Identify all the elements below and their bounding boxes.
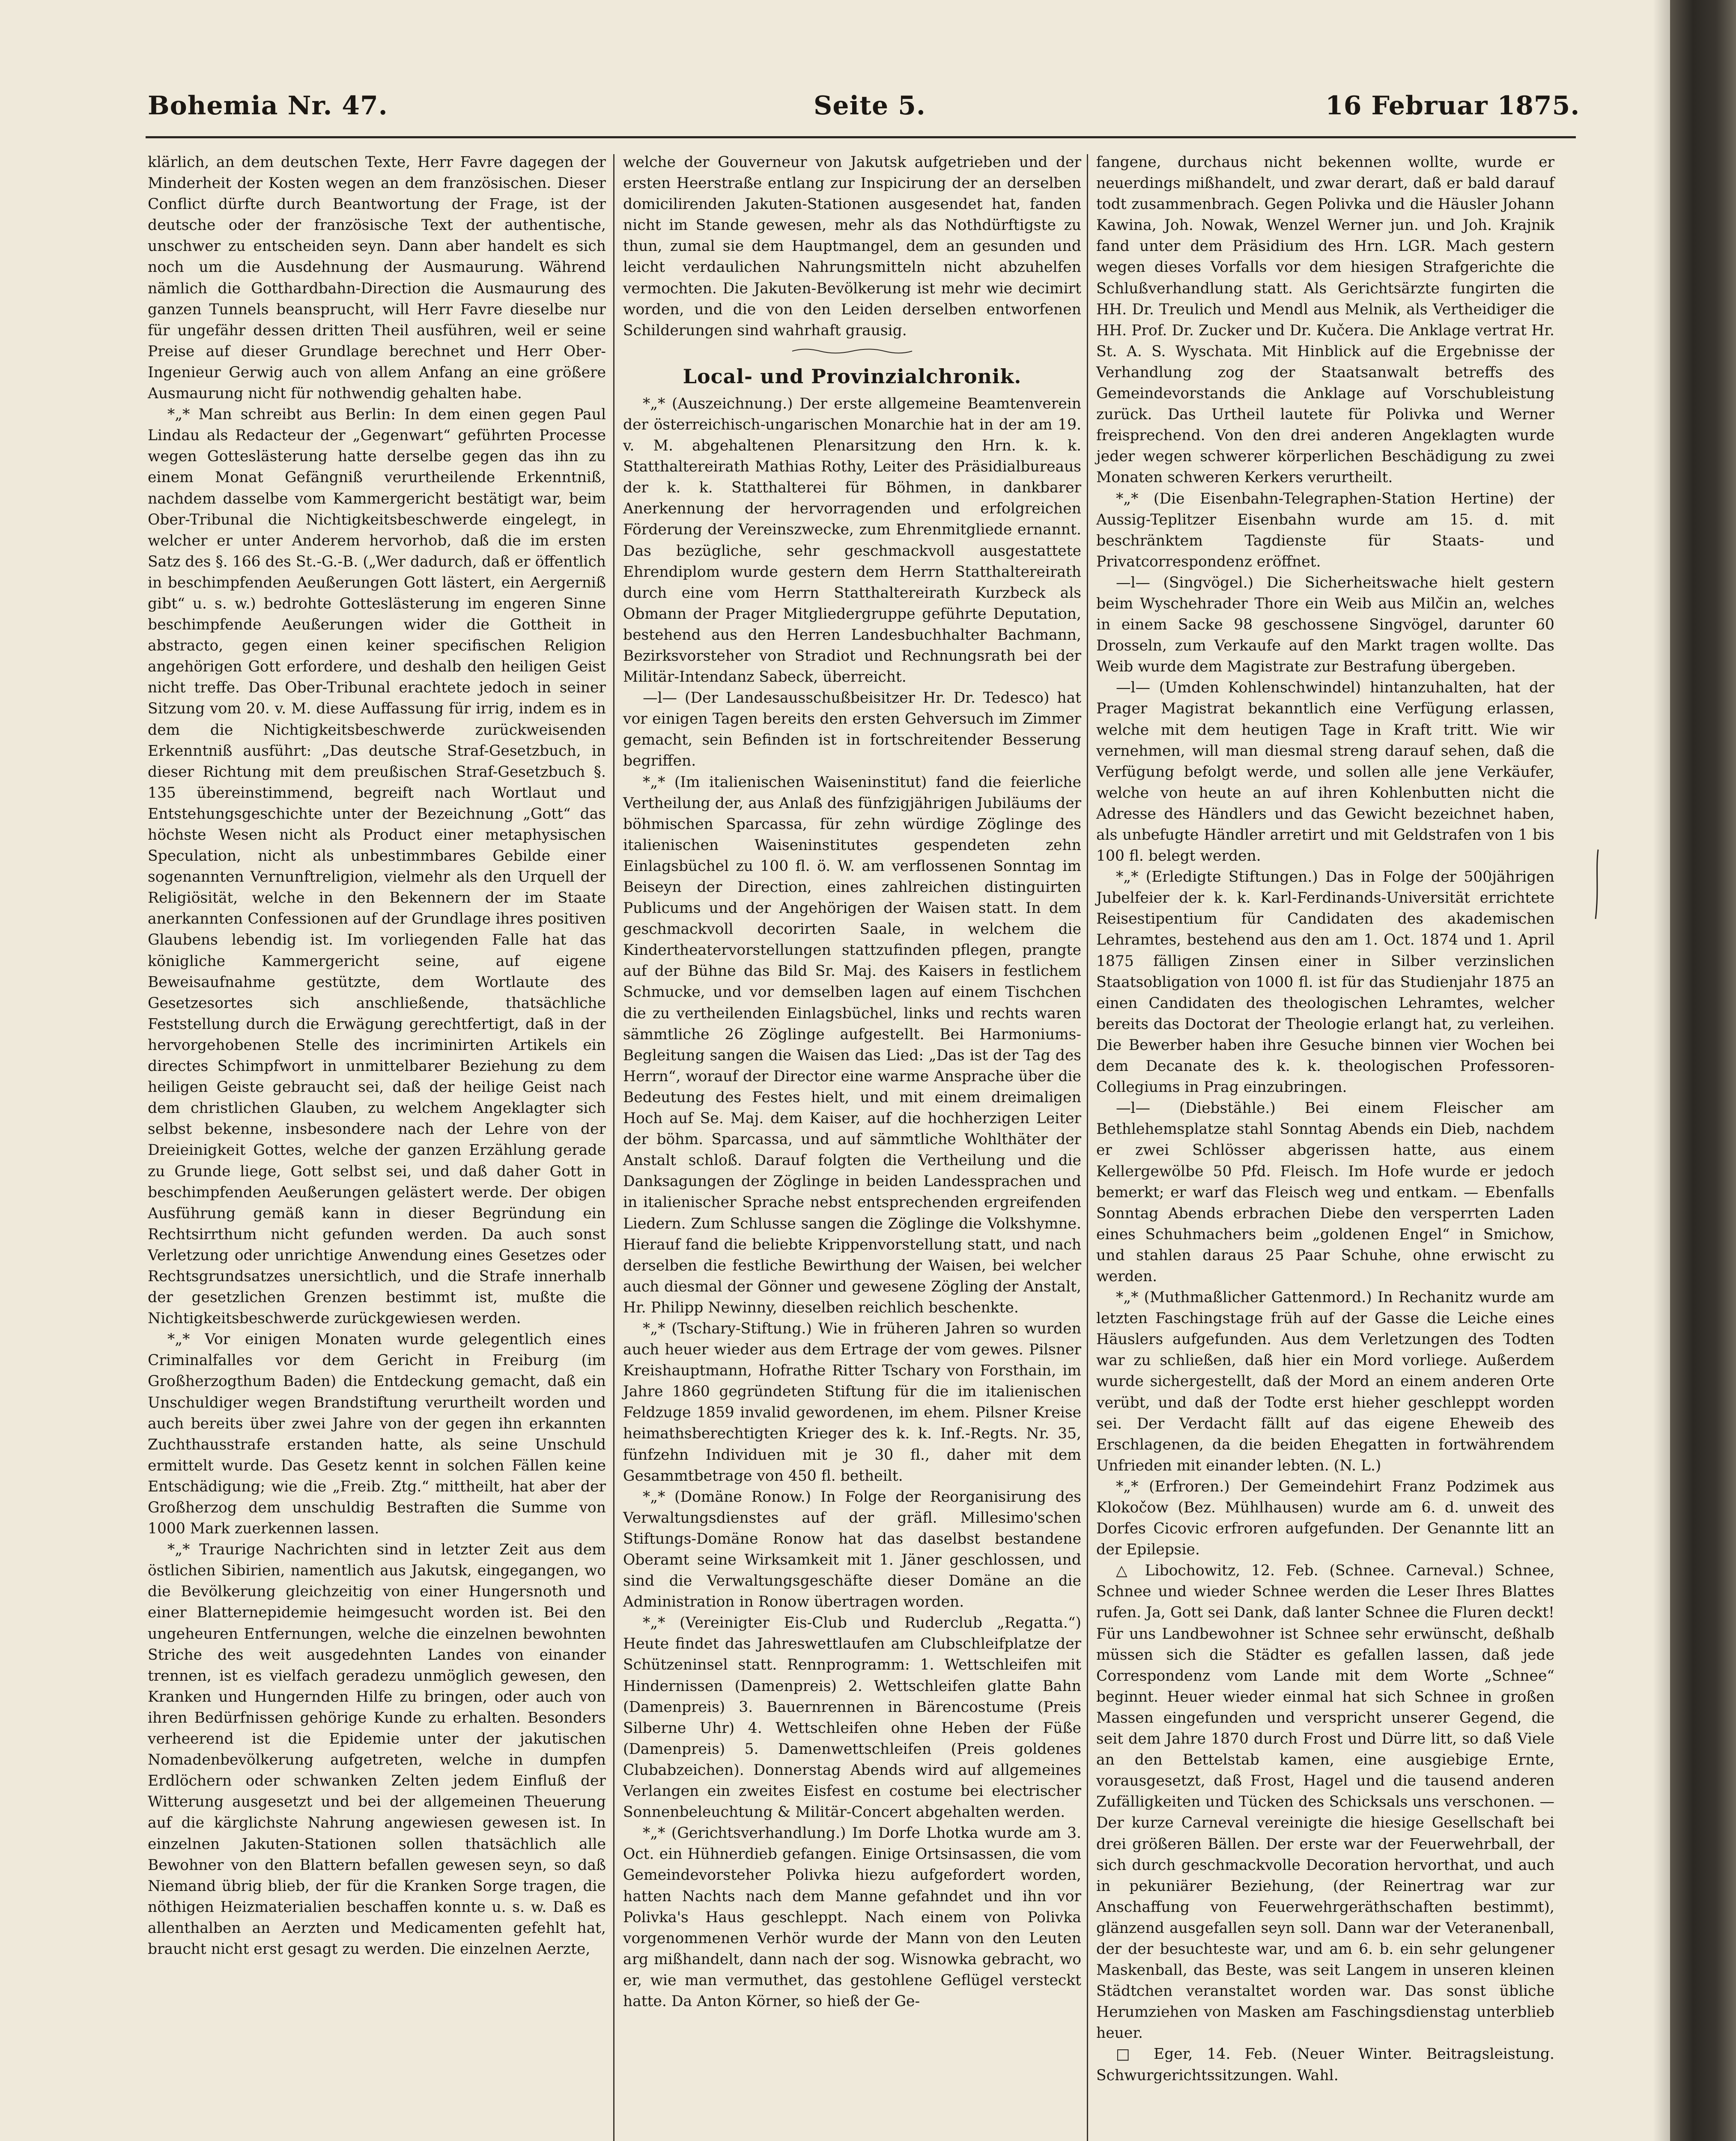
article-paragraph: klärlich, an dem deutschen Texte, Herr Favre dagegen der Minderheit der Kosten wegen an dem französischen. Dieser Conflict dürfte durch Beantwortung der Frage, ist der deutsche oder der französische Text der authentische, unschwer zu entscheiden seyn. Dann aber handelt es sich noch um die Ausdehnung der Ausmaurung. Während nämlich die Gotthardbahn-Direction die Ausmaurung des ganzen Tunnels beansprucht, will Herr Favre dieselbe nur für ungefähr dessen dritten Theil ausführen, weil er seine Preise auf dieser Grundlage berechnet und Herr Ober-Ingenieur Gerwig auch von allem Anfang an eine größere Ausmaurung nicht für nothwendig gehalten habe. [148, 154, 606, 403]
page-fold-shadow [1653, 0, 1670, 2141]
article-paragraph: *„* Man schreibt aus Berlin: In dem einen gegen Paul Lindau als Redacteur der „Gegenwart“ geführten Processe wegen Gotteslästerung hatte derselbe gegen das ihn zu einem Monat Gefängniß verurtheilende Erkenntniß, nachdem dasselbe vom Kammergericht bestätigt war, beim Ober-Tribunal die Nichtigkeitsbeschwerde eingelegt, in welcher er unter Anderem hervorhob, daß die im ersten Satz des §. 166 des St.-G.-B. („Wer dadurch, daß er öffentlich in beschimpfenden Aeußerungen Gott lästert, ein Aergerniß gibt“ u. s. w.) bedrohte Gotteslästerung im engeren Sinne beschimpfende Aeußerungen wider die Gottheit in abstracto, gegen einen keiner speciﬁschen Religion angehörigen Gott erfordere, und deshalb den heiligen Geist nicht treffe. Das Ober-Tribunal erachtete jedoch in seiner Sitzung vom 20. v. M. diese Auffassung für irrig, indem es in dem die Nichtigkeitsbeschwerde zurückweisenden Erkenntniß ausführt: „Das deutsche Straf-Gesetzbuch, in dieser Richtung mit dem preußischen Straf-Gesetzbuch §. 135 übereinstimmend, begreift nach Wortlaut und Entstehungsgeschichte unter der Bezeichnung „Gott“ das höchste Wesen nicht als Product einer metaphysischen Speculation, nicht als unbestimmbares Gebilde einer sogenannten Vernunftreligion, vielmehr als den Urquell der Religiösität, welche in den Bekennern der im Staate anerkannten Confessionen auf der Grundlage ihres positiven Glaubens lebendig ist. Im vorliegenden Falle hat das königliche Kammergericht seine, auf eigene Beweisaufnahme gestützte, dem Wortlaute des Gesetzesortes sich anschließende, thatsächliche Feststellung durch die Erwägung gerechtfertigt, daß in der hervorgehobenen Stelle des incriminirten Artikels ein directes Schimpfwort in unmittelbarer Beziehung zu dem heiligen Geiste gebraucht sei, daß der heilige Geist nach dem christlichen Glauben, zu welchem Angeklagter sich selbst bekenne, insbesondere nach der Lehre von der Dreieinigkeit Gottes, welche der ganzen Erzählung gerade zu Grunde liege, Gott selbst sei, und daß daher Gott in beschimpfenden Aeußerungen gelästert werde. Der obigen Ausführung gemäß kann in dieser Begründung ein Rechtsirrthum nicht gefunden werden. Da auch sonst Verletzung oder unrichtige Anwendung eines Gesetzes oder Rechtsgrundsatzes unersichtlich, und die Strafe innerhalb der gesetzlichen Grenzen bestimmt ist, mußte die Nichtigkeitsbeschwerde zurückgewiesen werden. [148, 406, 606, 1327]
news-item: *„* (Muthmaßlicher Gattenmord.) In Rechanitz wurde am letzten Faschingstage früh auf der Gasse die Leiche eines Häuslers aufgefunden. Aus dem Verletzungen des Todten war zu schließen, daß hier ein Mord vorliege. Außerdem wurde sichergestellt, daß der Mord an einem anderen Orte verübt, und daß der Todte erst hieher geschleppt worden sei. Der Verdacht fällt auf das eigene Eheweib des Erschlagenen, da die beiden Ehegatten in fortwährendem Unfrieden mit einander lebten. (N. L.) [1096, 1289, 1554, 1474]
news-item: fangene, durchaus nicht bekennen wollte, wurde er neuerdings mißhandelt, und zwar derart, daß er bald darauf todt zusammenbrach. Gegen Polivka und die Häusler Johann Kawina, Joh. Nowak, Wenzel Werner jun. und Joh. Krajnik fand unter dem Präsidium des Hrn. LGR. Mach gestern wegen dieses Vorfalls vor dem hiesigen Strafgerichte die Schlußverhandlung statt. Als Gerichtsärzte fungirten die HH. Dr. Treulich und Mendl aus Melnik, als Vertheidiger die HH. Prof. Dr. Zucker und Dr. Kučera. Die Anklage vertrat Hr. St. A. S. Wyschata. Mit Hinblick auf die Ergebnisse der Verhandlung zog der Staatsanwalt betreffs des Gemeindevorstands die Anklage auf Vorschubleistung zurück. Das Urtheil lautete für Polivka und Werner freisprechend. Von den drei anderen Angeklagten wurde jeder wegen schwerer körperlichen Beschädigung zu zwei Monaten schweren Kerkers verurtheilt. [1096, 154, 1554, 486]
masthead-issue: Bohemia Nr. 47. [148, 91, 388, 121]
pencil-mark [1593, 848, 1602, 921]
article-paragraph: welche der Gouverneur von Jakutsk aufgetrieben und der ersten Heerstraße entlang zur Inspicirung der an derselben domicilirenden Jakuten-Stationen ausgesendet hat, fanden nicht im Stande gewesen, mehr als das Nothdürftigste zu thun, zumal sie dem Hauptmangel, dem an gesunden und leicht verdaulichen Nahrungsmitteln nicht abzuhelfen vermochten. Die Jakuten-Bevölkerung ist mehr wie decimirt worden, und die von den Leiden derselben entworfenen Schilderungen sind wahrhaft grausig. [623, 154, 1081, 339]
news-item: *„* (Erfroren.) Der Gemeindehirt Franz Podzimek aus Klokočow (Bez. Mühlhausen) wurde am 6. d. unweit des Dorfes Cicovic erfroren aufgefunden. Der Genannte litt an der Epilepsie. [1096, 1478, 1554, 1559]
header-rule [146, 136, 1576, 138]
column-2 [623, 152, 1081, 2012]
news-item: *„* (Vereinigter Eis-Club und Ruderclub „Regatta.“) Heute findet das Jahreswettlaufen am Clubschleifplatze der Schützeninsel statt. Rennprogramm: 1. Wettschleifen mit Hindernissen (Damenpreis) 2. Wettschleifen glatte Bahn (Damenpreis) 3. Bauernrennen in Bärencostume (Preis Silberne Uhr) 4. Wettschleifen ohne Heben der Füße (Damenpreis) 5. Damenwettschleifen (Preis goldenes Clubabzeichen). Donnerstag Abends wird auf allgemeines Verlangen ein zweites Eisfest en costume bei electrischer Sonnenbeleuchtung & Militär-Concert abgehalten werden. [623, 1614, 1081, 1821]
news-item: *„* (Erledigte Stiftungen.) Das in Folge der 500jährigen Jubelfeier der k. k. Karl-Ferdinands-Universität errichtete Reisestipentium für Candidaten des akademischen Lehramtes, bestehend aus den am 1. Oct. 1874 und 1. April 1875 fälligen Zinsen einer in Silber verzinslichen Staatsobligation von 1000 fl. ist für das Studienjahr 1875 an einen Candidaten des theologischen Lehramtes, welcher bereits das Doctorat der Theologie erlangt hat, zu verleihen. Die Bewerber haben ihre Gesuche binnen vier Wochen bei dem Decanate des k. k. theologischen Professoren-Collegiums in Prag einzubringen. [1096, 868, 1554, 1096]
column-3 [1096, 152, 1554, 2086]
news-item: □ Eger, 14. Feb. (Neuer Winter. Beitragsleistung. Schwurgerichtssitzungen. Wahl. [1096, 2046, 1554, 2084]
scan-edge [1670, 0, 1736, 2141]
news-item: *„* (Die Eisenbahn-Telegraphen-Station Hertine) der Aussig-Teplitzer Eisenbahn wurde am 15. d. mit beschränktem Tagdienste für Staats- und Privatcorrespondenz eröffnet. [1096, 490, 1554, 570]
news-item: *„* (Auszeichnung.) Der erste allgemeine Beamtenverein der österreichisch-ungarischen Monarchie hat in der am 19. v. M. abgehaltenen Plenarsitzung den Hrn. k. k. Statthaltereirath Mathias Rothy, Leiter des Präsidialbureaus der k. k. Statthalterei für Böhmen, in dankbarer Anerkennung der hervorragenden und erfolgreichen Förderung der Vereinszwecke, zum Ehrenmitgliede ernannt. Das bezügliche, sehr geschmackvoll ausgestattete Ehrendiplom wurde gestern dem Herrn Statthaltereirath durch eine vom Herrn Statthaltereirath Kurzbeck als Obmann der Prager Mitgliedergruppe geführte Deputation, bestehend aus den Herren Landesbuchhalter Bachmann, Bezirksvorsteher von Stradiot und Rechnungsrath bei der Militär-Intendanz Sabeck, überreicht. [623, 395, 1081, 686]
news-item: *„* (Gerichtsverhandlung.) Im Dorfe Lhotka wurde am 3. Oct. ein Hühnerdieb gefangen. Einige Ortsinsassen, die vom Gemeindevorsteher Polivka hiezu aufgefordert worden, hatten Nachts nach dem Manne gefahndet und ihn vor Polivka's Haus geschleppt. Nach einem von Polivka vorgenommenen Verhör wurde der Mann von den Leuten arg mißhandelt, dann nach der sog. Wisnowka gebracht, wo er, wie man vermuthet, das gestohlene Geflügel versteckt hatte. Da Anton Körner, so hieß der Ge- [623, 1825, 1081, 2010]
column-divider [1087, 154, 1088, 2141]
news-item: *„* (Im italienischen Waiseninstitut) fand die feierliche Vertheilung der, aus Anlaß des fünfzigjährigen Jubiläums der böhmischen Sparcassa, für zehn würdige Zöglinge des italienischen Waiseninstitutes gespendeten zehn Einlagsbüchel zu 100 fl. ö. W. am verflossenen Sonntag im Beiseyn der Direction, eines zahlreichen distinguirten Publicums und der Angehörigen der Waisen statt. In dem geschmackvoll decorirten Saale, in welchem die Kindertheatervorstellungen stattzufinden pflegen, prangte auf der Bühne das Bild Sr. Maj. des Kaisers in festlichem Schmucke, und vor demselben lagen auf einem Tischchen die zu vertheilenden Einlagsbüchel, links und rechts waren sämmtliche 26 Zöglinge aufgestellt. Bei Harmoniums-Begleitung sangen die Waisen das Lied: „Das ist der Tag des Herrn“, worauf der Director eine warme Ansprache über die Bedeutung des Festes hielt, und mit einem dreimaligen Hoch auf Se. Maj. dem Kaiser, auf die hochherzigen Leiter der böhm. Sparcassa, und auf sämmtliche Wohlthäter der Anstalt schloß. Darauf folgten die Vertheilung und die Danksagungen der Zöglinge in beiden Landessprachen und in italienischer Sprache nebst entsprechenden ergreifenden Liedern. Zum Schlusse sangen die Zöglinge die Volkshymne. Hierauf fand die beliebte Krippenvorstellung statt, und nach derselben die festliche Bewirthung der Waisen, bei welcher auch diesmal der Gönner und gewesene Zögling der Anstalt, Hr. Philipp Newinny, dieselben reichlich beschenkte. [623, 773, 1081, 1316]
column-divider [613, 154, 614, 2141]
news-item: —l— (Diebstähle.) Bei einem Fleischer am Bethlehemsplatze stahl Sonntag Abends ein Dieb, nachdem er zwei Schlösser abgerissen hatte, aus einem Kellergewölbe 50 Pfd. Fleisch. Im Hofe wurde er jedoch bemerkt; er warf das Fleisch weg und entkam. — Ebenfalls Sonntag Abends erbrachen Diebe den versperrten Laden eines Schuhmachers beim „goldenen Engel“ in Smichow, und stahlen daraus 25 Paar Schuhe, ohne erwischt zu werden. [1096, 1100, 1554, 1285]
news-item: *„* (Tschary-Stiftung.) Wie in früheren Jahren so wurden auch heuer wieder aus dem Ertrage der vom gewes. Pilsner Kreishauptmann, Hofrathe Ritter Tschary von Forsthain, im Jahre 1860 gegründeten Stiftung für die im italienischen Feldzuge 1859 invalid gewordenen, im ehem. Pilsner Kreise heimathsberechtigten Krieger des k. k. Inf.-Regts. Nr. 35, fünfzehn Individuen mit je 30 fl., daher mit dem Gesammtbetrage von 450 fl. betheilt. [623, 1320, 1081, 1485]
news-item: —l— (Singvögel.) Die Sicherheitswache hielt gestern beim Wyschehrader Thore ein Weib aus Milčin an, welches in einem Sacke 98 geschossene Singvögel, darunter 60 Drosseln, zum Verkaufe auf den Markt tragen wollte. Das Weib wurde dem Magistrate zur Bestrafung übergeben. [1096, 574, 1554, 676]
news-item: △ Libochowitz, 12. Feb. (Schnee. Carneval.) Schnee, Schnee und wieder Schnee werden die Leser Ihres Blattes rufen. Ja, Gott sei Dank, daß lanter Schnee die Fluren deckt! Für uns Landbewohner ist Schnee sehr erwünscht, deßhalb müssen sich die Städter es gefallen lassen, daß jede Correspondenz vom Lande mit dem Worte „Schnee“ beginnt. Heuer wieder einmal hat sich Schnee in großen Massen eingefunden und verspricht unserer Gegend, die seit dem Jahre 1870 durch Frost und Dürre litt, so daß Viele an den Bettelstab kamen, eine ausgiebige Ernte, vorausgesetzt, daß Frost, Hagel und die tausend anderen Zufälligkeiten und Tücken des Schicksals uns verschonen. — Der kurze Carneval vereinigte die hiesige Gesellschaft bei drei größeren Bällen. Der erste war der Feuerwehrball, der sich durch geschmackvolle Decoration hervorthat, und auch in pekuniärer Beziehung, (der Reinertrag war zur Anschaffung von Feuerwehrgeräthschaften bestimmt), glänzend ausgefallen seyn soll. Dann war der Veteranenball, der der besuchteste war, und am 6. b. ein sehr gelungener Maskenball, das Beste, was seit Langem in unseren kleinen Städtchen veranstaltet worden war. Das sonst übliche Herumziehen von Masken am Faschingsdienstag unterblieb heuer. [1096, 1562, 1554, 2042]
section-title: Local- und Provinzialchronik. [683, 364, 1022, 388]
section-ornament [788, 347, 916, 355]
issue-date: 16 Februar 1875. [1325, 91, 1580, 121]
page-number: Seite 5. [814, 91, 926, 121]
news-item: —l— (Der Landesausschußbeisitzer Hr. Dr. Tedesco) hat vor einigen Tagen bereits den ersten Gehversuch im Zimmer gemacht, sein Befinden ist in fortschreitender Besserung begriffen. [623, 689, 1081, 770]
news-item: *„* (Domäne Ronow.) In Folge der Reorganisirung des Verwaltungsdienstes auf der gräfl. Millesimo'schen Stiftungs-Domäne Ronow hat das daselbst bestandene Oberamt seine Wirksamkeit mit 1. Jäner geschlossen, und sind die Verwaltungsgeschäfte dieser Domäne an die Administration in Ronow übertragen worden. [623, 1488, 1081, 1611]
article-paragraph: *„* Vor einigen Monaten wurde gelegentlich eines Criminalfalles vor dem Gericht in Freiburg (im Großherzogthum Baden) die Entdeckung gemacht, daß ein Unschuldiger wegen Brandstiftung verurtheilt worden und auch bereits über zwei Jahre von der gegen ihn erkannten Zuchthausstrafe erstanden hatte, als seine Unschuld ermittelt wurde. Das Gesetz kennt in solchen Fällen keine Entschädigung; wie die „Freib. Ztg.“ mittheilt, hat aber der Großherzog dem unschuldig Bestraften die Summe von 1000 Mark zuerkennen lassen. [148, 1331, 606, 1538]
article-paragraph: *„* Traurige Nachrichten sind in letzter Zeit aus dem östlichen Sibirien, namentlich aus Jakutsk, eingegangen, wo die Bevölkerung gleichzeitig von einer Hungersnoth und einer Blatternepidemie heimgesucht worden ist. Bei den ungeheuren Entfernungen, welche die einzelnen bewohnten Striche des weit ausgedehnten Landes von einander trennen, ist es vielfach geradezu unmöglich gewesen, den Kranken und Hungernden Hilfe zu bringen, oder auch von ihren Bedürfnissen gehörige Kunde zu erhalten. Besonders verheerend ist die Epidemie unter der jakutischen Nomadenbevölkerung aufgetreten, welche in dumpfen Erdlöchern oder schwanken Zelten jedem Einfluß der Witterung ausgesetzt und bei der allgemeinen Theuerung auf die kärglichste Nahrung angewiesen gewesen ist. In einzelnen Jakuten-Stationen sollen thatsächlich alle Bewohner von den Blattern befallen gewesen seyn, so daß Niemand übrig blieb, der für die Kranken Sorge tragen, die nöthigen Heizmaterialien beschaffen konnte u. s. w. Daß es allenthalben an Aerzten und Medicamenten gefehlt hat, braucht nicht erst gesagt zu werden. Die einzelnen Aerzte, [148, 1541, 606, 1958]
news-item: —l— (Umden Kohlenschwindel) hintanzuhalten, hat der Prager Magistrat bekanntlich eine Verfügung erlassen, welche mit dem heutigen Tage in Kraft tritt. Wie wir vernehmen, will man diesmal streng darauf sehen, daß die Verfügung befolgt werde, und sollen alle jene Verkäufer, welche von heute an auf ihren Kohlenbutten nicht die Adresse des Händlers und das Gewicht bezeichnet haben, als unbefugte Händler arretirt und mit Geldstrafen von 1 bis 100 fl. belegt werden. [1096, 679, 1554, 865]
column-1 [148, 152, 606, 1960]
